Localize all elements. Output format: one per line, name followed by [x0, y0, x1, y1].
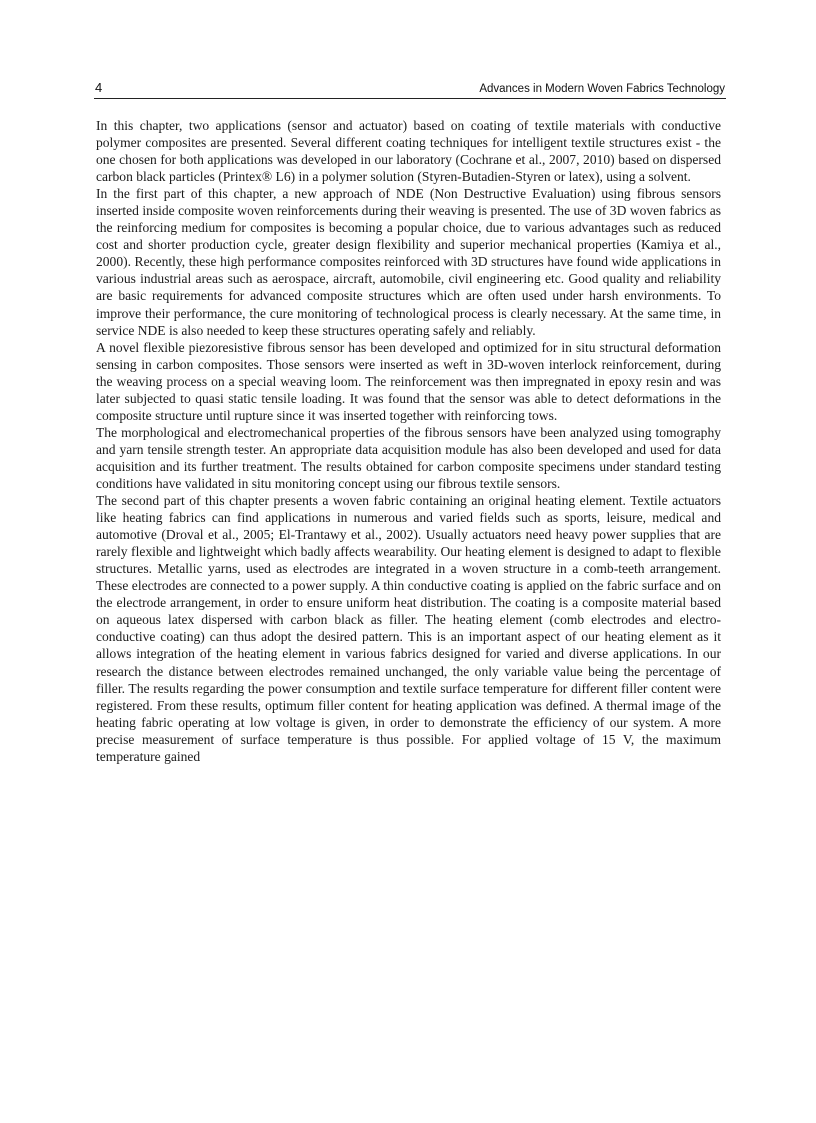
paragraph-nde-approach: In the first part of this chapter, a new approach of NDE (Non Destructive Evaluation) using fibrous sensors inserted inside composite woven reinforcements during their weaving is presented. The use of 3D woven fabrics as the reinforcing medium for composites is becoming a popular choice, due to various advantages such as reduced cost and shorter production cycle, greater design flexibility and superior mechanical properties (Kamiya et al., 2000). Recently, these high performance composites reinforced with 3D structures have found wide applications in various industrial areas such as aerospace, aircraft, automobile, civil engineering etc. Good quality and reliability are basic requirements for advanced composite structures which are often used under harsh environments. To improve their performance, the cure monitoring of technological process is clearly necessary. At the same time, in service NDE is also needed to keep these structures operating safely and reliably. — [96, 186, 721, 338]
page-number: 4 — [95, 80, 103, 95]
page-body — [96, 117, 721, 765]
paragraph-heating-element: The second part of this chapter presents a woven fabric containing an original heating element. Textile actuators like heating fabrics can find applications in numerous and varied fields such as sports, leisure, medical and automotive (Droval et al., 2005; El-Trantawy et al., 2002). Usually actuators need heavy power supplies that are rarely flexible and lightweight which badly affects wearability. Our heating element is designed to adapt to flexible structures. Metallic yarns, used as electrodes are integrated in a woven structure in a comb-teeth arrangement. These electrodes are connected to a power supply. A thin conductive coating is applied on the fabric surface and on the electrode arrangement, in order to ensure uniform heat distribution. The coating is a composite material based on aqueous latex dispersed with carbon black as filler. The heating element (comb electrodes and electro-conductive coating) can thus adopt the desired pattern. This is an important aspect of our heating element as it allows integration of the heating element in various fabrics designed for varied and diverse applications. In our research the distance between electrodes remained unchanged, the only variable value being the percentage of filler. The results regarding the power consumption and textile surface temperature for different filler content were registered. From these results, optimum filler content for heating application was defined. A thermal image of the heating fabric operating at low voltage is given, in order to demonstrate the efficiency of our system. A more precise measurement of surface temperature is thus possible. For applied voltage of 15 V, the maximum temperature gained — [96, 493, 721, 764]
paragraph-sensor-properties: The morphological and electromechanical properties of the fibrous sensors have been analyzed using tomography and yarn tensile strength tester. An appropriate data acquisition module has also been developed and used for data acquisition and its further treatment. The results obtained for carbon composite specimens under standard testing conditions have validated in situ monitoring concept using our fibrous textile sensors. — [96, 424, 721, 491]
running-title: Advances in Modern Woven Fabrics Technology — [479, 83, 725, 95]
page-header — [94, 80, 726, 99]
paragraph-intro: In this chapter, two applications (sensor and actuator) based on coating of textile materials with conductive polymer composites are presented. Several different coating techniques for intelligent textile structures exist - the one chosen for both applications was developed in our laboratory (Cochrane et al., 2007, 2010) based on dispersed carbon black particles (Printex® L6) in a polymer solution (Styren-Butadien-Styren or latex), using a solvent. — [96, 118, 721, 185]
paragraph-piezoresistive-sensor: A novel flexible piezoresistive fibrous sensor has been developed and optimized for in situ structural deformation sensing in carbon composites. Those sensors were inserted as weft in 3D-woven interlock reinforcement, during the weaving process on a special weaving loom. The reinforcement was then impregnated in epoxy resin and was later subjected to quasi static tensile loading. It was found that the sensor was able to detect deformations in the composite structure until rupture since it was inserted together with reinforcing tows. — [96, 339, 721, 423]
